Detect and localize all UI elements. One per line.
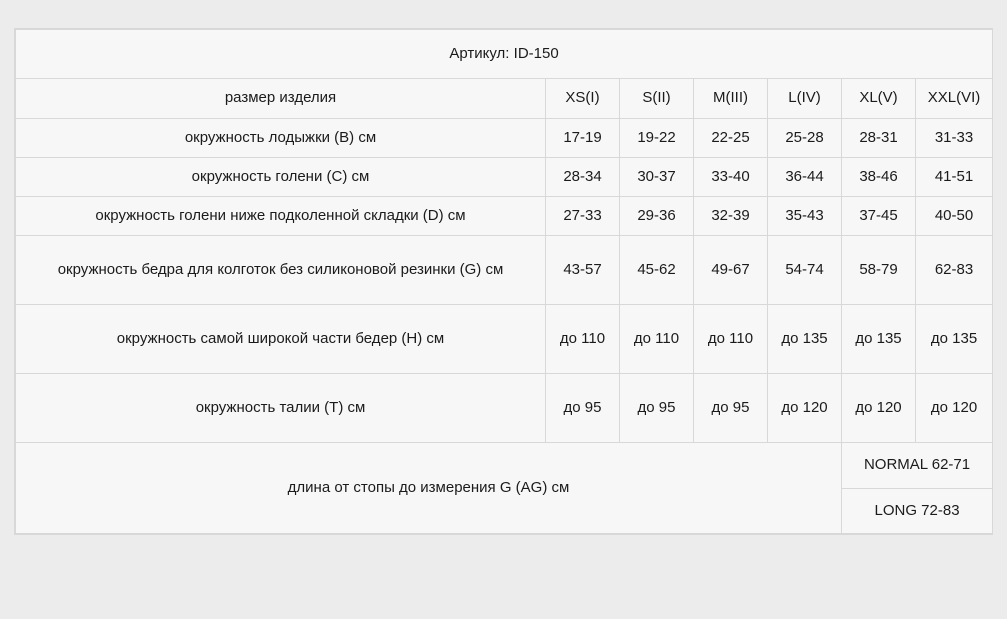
cell-value: 45-62 [620,236,694,305]
cell-value: 17-19 [546,118,620,157]
column-header-s: S(II) [620,79,694,118]
footer-value-long: LONG 72-83 [874,501,960,519]
cell-value: до 110 [694,305,768,374]
row-label: окружность голени (C) см [16,157,546,196]
row-label: окружность самой широкой части бедер (H) см [16,305,546,374]
cell-value: до 135 [842,305,916,374]
column-header-label: размер изделия [16,79,546,118]
row-label: окружность талии (T) см [16,374,546,443]
cell-value: до 120 [842,374,916,443]
cell-value: до 110 [620,305,694,374]
cell-value: 29-36 [620,197,694,236]
table-row-header [16,79,993,118]
cell-value: 37-45 [842,197,916,236]
cell-value: до 95 [546,374,620,443]
cell-value: 40-50 [916,197,993,236]
cell-value: 22-25 [694,118,768,157]
table-row [16,374,993,443]
cell-value: 38-46 [842,157,916,196]
column-header-l: L(IV) [768,79,842,118]
footer-values [842,443,993,534]
footer-label: длина от стопы до измерения G (AG) см [16,443,842,534]
cell-value: 49-67 [694,236,768,305]
cell-value: 41-51 [916,157,993,196]
size-chart-table [15,29,993,534]
cell-value: до 110 [546,305,620,374]
cell-value: 36-44 [768,157,842,196]
cell-value: 27-33 [546,197,620,236]
row-label: окружность лодыжки (B) см [16,118,546,157]
cell-value: 28-34 [546,157,620,196]
table-row [16,305,993,374]
cell-value: до 95 [694,374,768,443]
cell-value: 28-31 [842,118,916,157]
cell-value: 25-28 [768,118,842,157]
footer-value-normal: NORMAL 62-71 [842,443,992,488]
cell-value: до 135 [768,305,842,374]
column-header-xs: XS(I) [546,79,620,118]
cell-value: до 135 [916,305,993,374]
cell-value: 62-83 [916,236,993,305]
table-row [16,157,993,196]
cell-value: 43-57 [546,236,620,305]
row-label: окружность бедра для колготок без силиконовой резинки (G) см [16,236,546,305]
cell-value: 33-40 [694,157,768,196]
size-chart-card [14,28,993,535]
table-row-title [16,30,993,79]
cell-value: до 95 [620,374,694,443]
table-row [16,118,993,157]
table-row [16,236,993,305]
cell-value: 32-39 [694,197,768,236]
cell-value: 30-37 [620,157,694,196]
cell-value: 54-74 [768,236,842,305]
column-header-xl: XL(V) [842,79,916,118]
row-label: окружность голени ниже подколенной складки (D) см [16,197,546,236]
cell-value: 58-79 [842,236,916,305]
cell-value: до 120 [768,374,842,443]
article-title: Артикул: ID-150 [16,30,993,79]
table-row-footer [16,443,993,534]
cell-value: 19-22 [620,118,694,157]
cell-value: 31-33 [916,118,993,157]
column-header-m: M(III) [694,79,768,118]
column-header-xxl: XXL(VI) [916,79,993,118]
cell-value: до 120 [916,374,993,443]
table-row [16,197,993,236]
cell-value: 35-43 [768,197,842,236]
